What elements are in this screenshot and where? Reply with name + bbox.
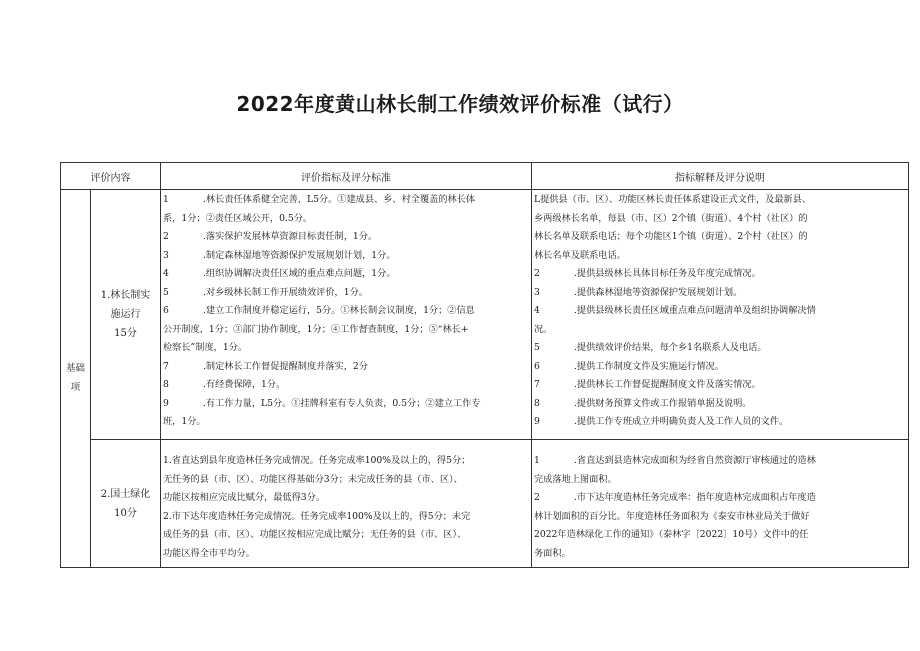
text-line bbox=[163, 191, 528, 210]
line-text: .制定林长工作督促提醒制度并落实，2分 bbox=[203, 360, 368, 372]
line-text: .提供林长工作督促提醒制度文件及落实情况。 bbox=[574, 379, 761, 390]
criteria-cell bbox=[161, 440, 532, 568]
item-cell bbox=[91, 440, 161, 568]
text-line bbox=[534, 339, 905, 358]
text-line bbox=[163, 358, 528, 377]
line-text: 况。 bbox=[534, 323, 553, 335]
item-number: 3 bbox=[163, 249, 169, 261]
text-line bbox=[163, 302, 528, 321]
text-line bbox=[163, 471, 528, 490]
text-line bbox=[534, 302, 905, 321]
line-text: .省直达到县造林完成面积为经省自然资源厅审核通过的造林 bbox=[574, 455, 816, 466]
text-line bbox=[534, 321, 905, 340]
line-text: 林长名单及联系电话；每个功能区1个镇（街道）、2个村（社区）的 bbox=[534, 231, 808, 242]
line-text: 林计划面积的百分比。年度造林任务面积为《泰安市林业局关于做好 bbox=[534, 510, 810, 522]
text-line bbox=[534, 358, 905, 377]
line-text: 完成落地上图面积。 bbox=[534, 473, 617, 485]
item-number: 2 bbox=[534, 492, 540, 503]
line-text: 乡两级林长名单，每县（市、区）2个镇（街道）、4个村（社区）的 bbox=[534, 212, 808, 224]
item-number: 8 bbox=[163, 379, 169, 390]
line-text: .对乡级林长制工作开展绩效评价，1分。 bbox=[203, 286, 368, 298]
page-title: 2022年度黄山林长制工作绩效评价标准（试行） bbox=[236, 92, 684, 116]
line-text: 2022年造林绿化工作的通知》（泰林字〔2022〕10号）文件中的任 bbox=[534, 529, 809, 540]
text-line bbox=[163, 284, 528, 303]
text-line bbox=[534, 228, 905, 247]
text-line bbox=[163, 265, 528, 284]
line-text: .提供工作制度文件及实施运行情况。 bbox=[574, 360, 724, 372]
text-line bbox=[534, 526, 905, 545]
item-number: 1 bbox=[163, 194, 169, 205]
text-line bbox=[163, 228, 528, 247]
text-line bbox=[163, 247, 528, 266]
text-line bbox=[534, 471, 905, 490]
item-number: 6 bbox=[534, 360, 540, 372]
line-text: .制定森林湿地等资源保护发展规划计划，1分。 bbox=[203, 249, 396, 261]
line-text: 无任务的县（市、区）、功能区得基础分3分；未完成任务的县（市、区）、 bbox=[163, 473, 463, 485]
text-line bbox=[163, 452, 528, 471]
text-line bbox=[534, 452, 905, 471]
line-text: .提供工作专班成立并明确负责人及工作人员的文件。 bbox=[574, 416, 789, 427]
item-number: 2 bbox=[534, 268, 540, 279]
line-text: .提供财务预算文件或工作报销单据及说明。 bbox=[574, 397, 752, 409]
line-text: .建立工作制度并稳定运行，5分。①林长制会议制度，1分；②信息 bbox=[203, 305, 475, 316]
header-explanation: 指标解释及评分说明 bbox=[532, 163, 909, 190]
text-line bbox=[163, 413, 528, 432]
line-text: .提供森林湿地等资源保护发展规划计划。 bbox=[574, 286, 743, 298]
line-text: 林长名单及联系电话。 bbox=[534, 249, 626, 261]
line-text: 2.市下达年度造林任务完成情况。任务完成率100%及以上的，得5分；未完 bbox=[163, 510, 471, 522]
item-number: 4 bbox=[534, 305, 540, 316]
criteria-cell bbox=[161, 190, 532, 440]
line-text: 务面积。 bbox=[534, 547, 571, 559]
line-text: 班，1分。 bbox=[163, 416, 206, 427]
line-text: 成任务的县（市、区）、功能区按相应完成比赋分；无任务的县（市、区）、 bbox=[163, 529, 467, 540]
line-text: .市下达年度造林任务完成率：指年度造林完成面积占年度造 bbox=[574, 492, 816, 503]
line-text: .提供县级林长具体目标任务及年度完成情况。 bbox=[574, 268, 761, 279]
text-line bbox=[163, 545, 528, 564]
item-number: 7 bbox=[163, 360, 169, 372]
item-number: 4 bbox=[163, 268, 169, 279]
text-line bbox=[163, 395, 528, 414]
text-line bbox=[534, 210, 905, 229]
item-name: 2.国土绿化 bbox=[100, 488, 151, 500]
text-line bbox=[534, 191, 905, 210]
item-score: 15分 bbox=[114, 328, 137, 339]
text-line bbox=[163, 210, 528, 229]
table-row bbox=[61, 440, 909, 568]
text-line bbox=[534, 545, 905, 564]
text-line bbox=[534, 265, 905, 284]
line-text: 功能区按相应完成比赋分，最低得3分。 bbox=[163, 492, 326, 503]
item-cell bbox=[91, 190, 161, 440]
item-number: 3 bbox=[534, 286, 540, 298]
item-number: 1 bbox=[534, 455, 540, 466]
item-number: 7 bbox=[534, 379, 540, 390]
text-line bbox=[534, 489, 905, 508]
text-line bbox=[163, 321, 528, 340]
text-line bbox=[534, 247, 905, 266]
line-text: 1.省直达到县年度造林任务完成情况。任务完成率100%及以上的，得5分； bbox=[163, 455, 471, 466]
text-line bbox=[163, 376, 528, 395]
item-name: 1.林长制实施运行 bbox=[100, 290, 151, 320]
line-text: .落实保护发展林草资源目标责任制，1分。 bbox=[203, 231, 378, 242]
item-number: 9 bbox=[163, 397, 169, 409]
table-row bbox=[61, 190, 909, 440]
text-line bbox=[163, 526, 528, 545]
line-text: .组织协调解决责任区域的重点难点问题，1分。 bbox=[203, 268, 396, 279]
table-header-row bbox=[61, 163, 909, 190]
header-evaluation-content: 评价内容 bbox=[61, 163, 161, 190]
line-text: .有工作力量，L5分。①挂牌科室有专人负责，0.5分；②建立工作专 bbox=[203, 397, 481, 409]
line-text: 系，1分；②责任区域公开，0.5分。 bbox=[163, 212, 313, 224]
text-line bbox=[534, 395, 905, 414]
category-cell bbox=[61, 190, 91, 568]
evaluation-table bbox=[60, 162, 909, 568]
item-score: 10分 bbox=[114, 507, 137, 519]
text-line bbox=[534, 284, 905, 303]
explanation-cell bbox=[532, 190, 909, 440]
line-text: 功能区得全市平均分。 bbox=[163, 547, 255, 559]
text-line bbox=[534, 413, 905, 432]
header-criteria: 评价指标及评分标准 bbox=[161, 163, 532, 190]
item-number: 5 bbox=[534, 342, 540, 353]
item-number: 2 bbox=[163, 231, 169, 242]
text-line bbox=[163, 489, 528, 508]
item-number: 6 bbox=[163, 305, 169, 316]
line-text: 公开制度，1分；③部门协作制度，1分；④工作督查制度，1分；⑤“林长+ bbox=[163, 323, 469, 335]
line-text: .林长责任体系健全完善，L5分。①建成县、乡、村全覆盖的林长体 bbox=[203, 194, 476, 205]
text-line bbox=[534, 508, 905, 527]
line-text: .提供县级林长责任区域重点难点问题清单及组织协调解决情 bbox=[574, 305, 816, 316]
text-line bbox=[534, 376, 905, 395]
line-text: .有经费保障，1分。 bbox=[203, 379, 286, 390]
line-text: L提供县（市、区）、功能区林长责任体系建设正式文件，及最新县、 bbox=[534, 194, 812, 205]
line-text: 检察长”制度，1分。 bbox=[163, 342, 248, 353]
text-line bbox=[163, 508, 528, 527]
line-text: .提供绩效评价结果，每个乡1名联系人及电话。 bbox=[574, 342, 767, 353]
explanation-cell bbox=[532, 440, 909, 568]
category-label: 基础项 bbox=[65, 363, 85, 393]
item-number: 8 bbox=[534, 397, 540, 409]
item-number: 5 bbox=[163, 286, 169, 298]
text-line bbox=[163, 339, 528, 358]
item-number: 9 bbox=[534, 416, 540, 427]
